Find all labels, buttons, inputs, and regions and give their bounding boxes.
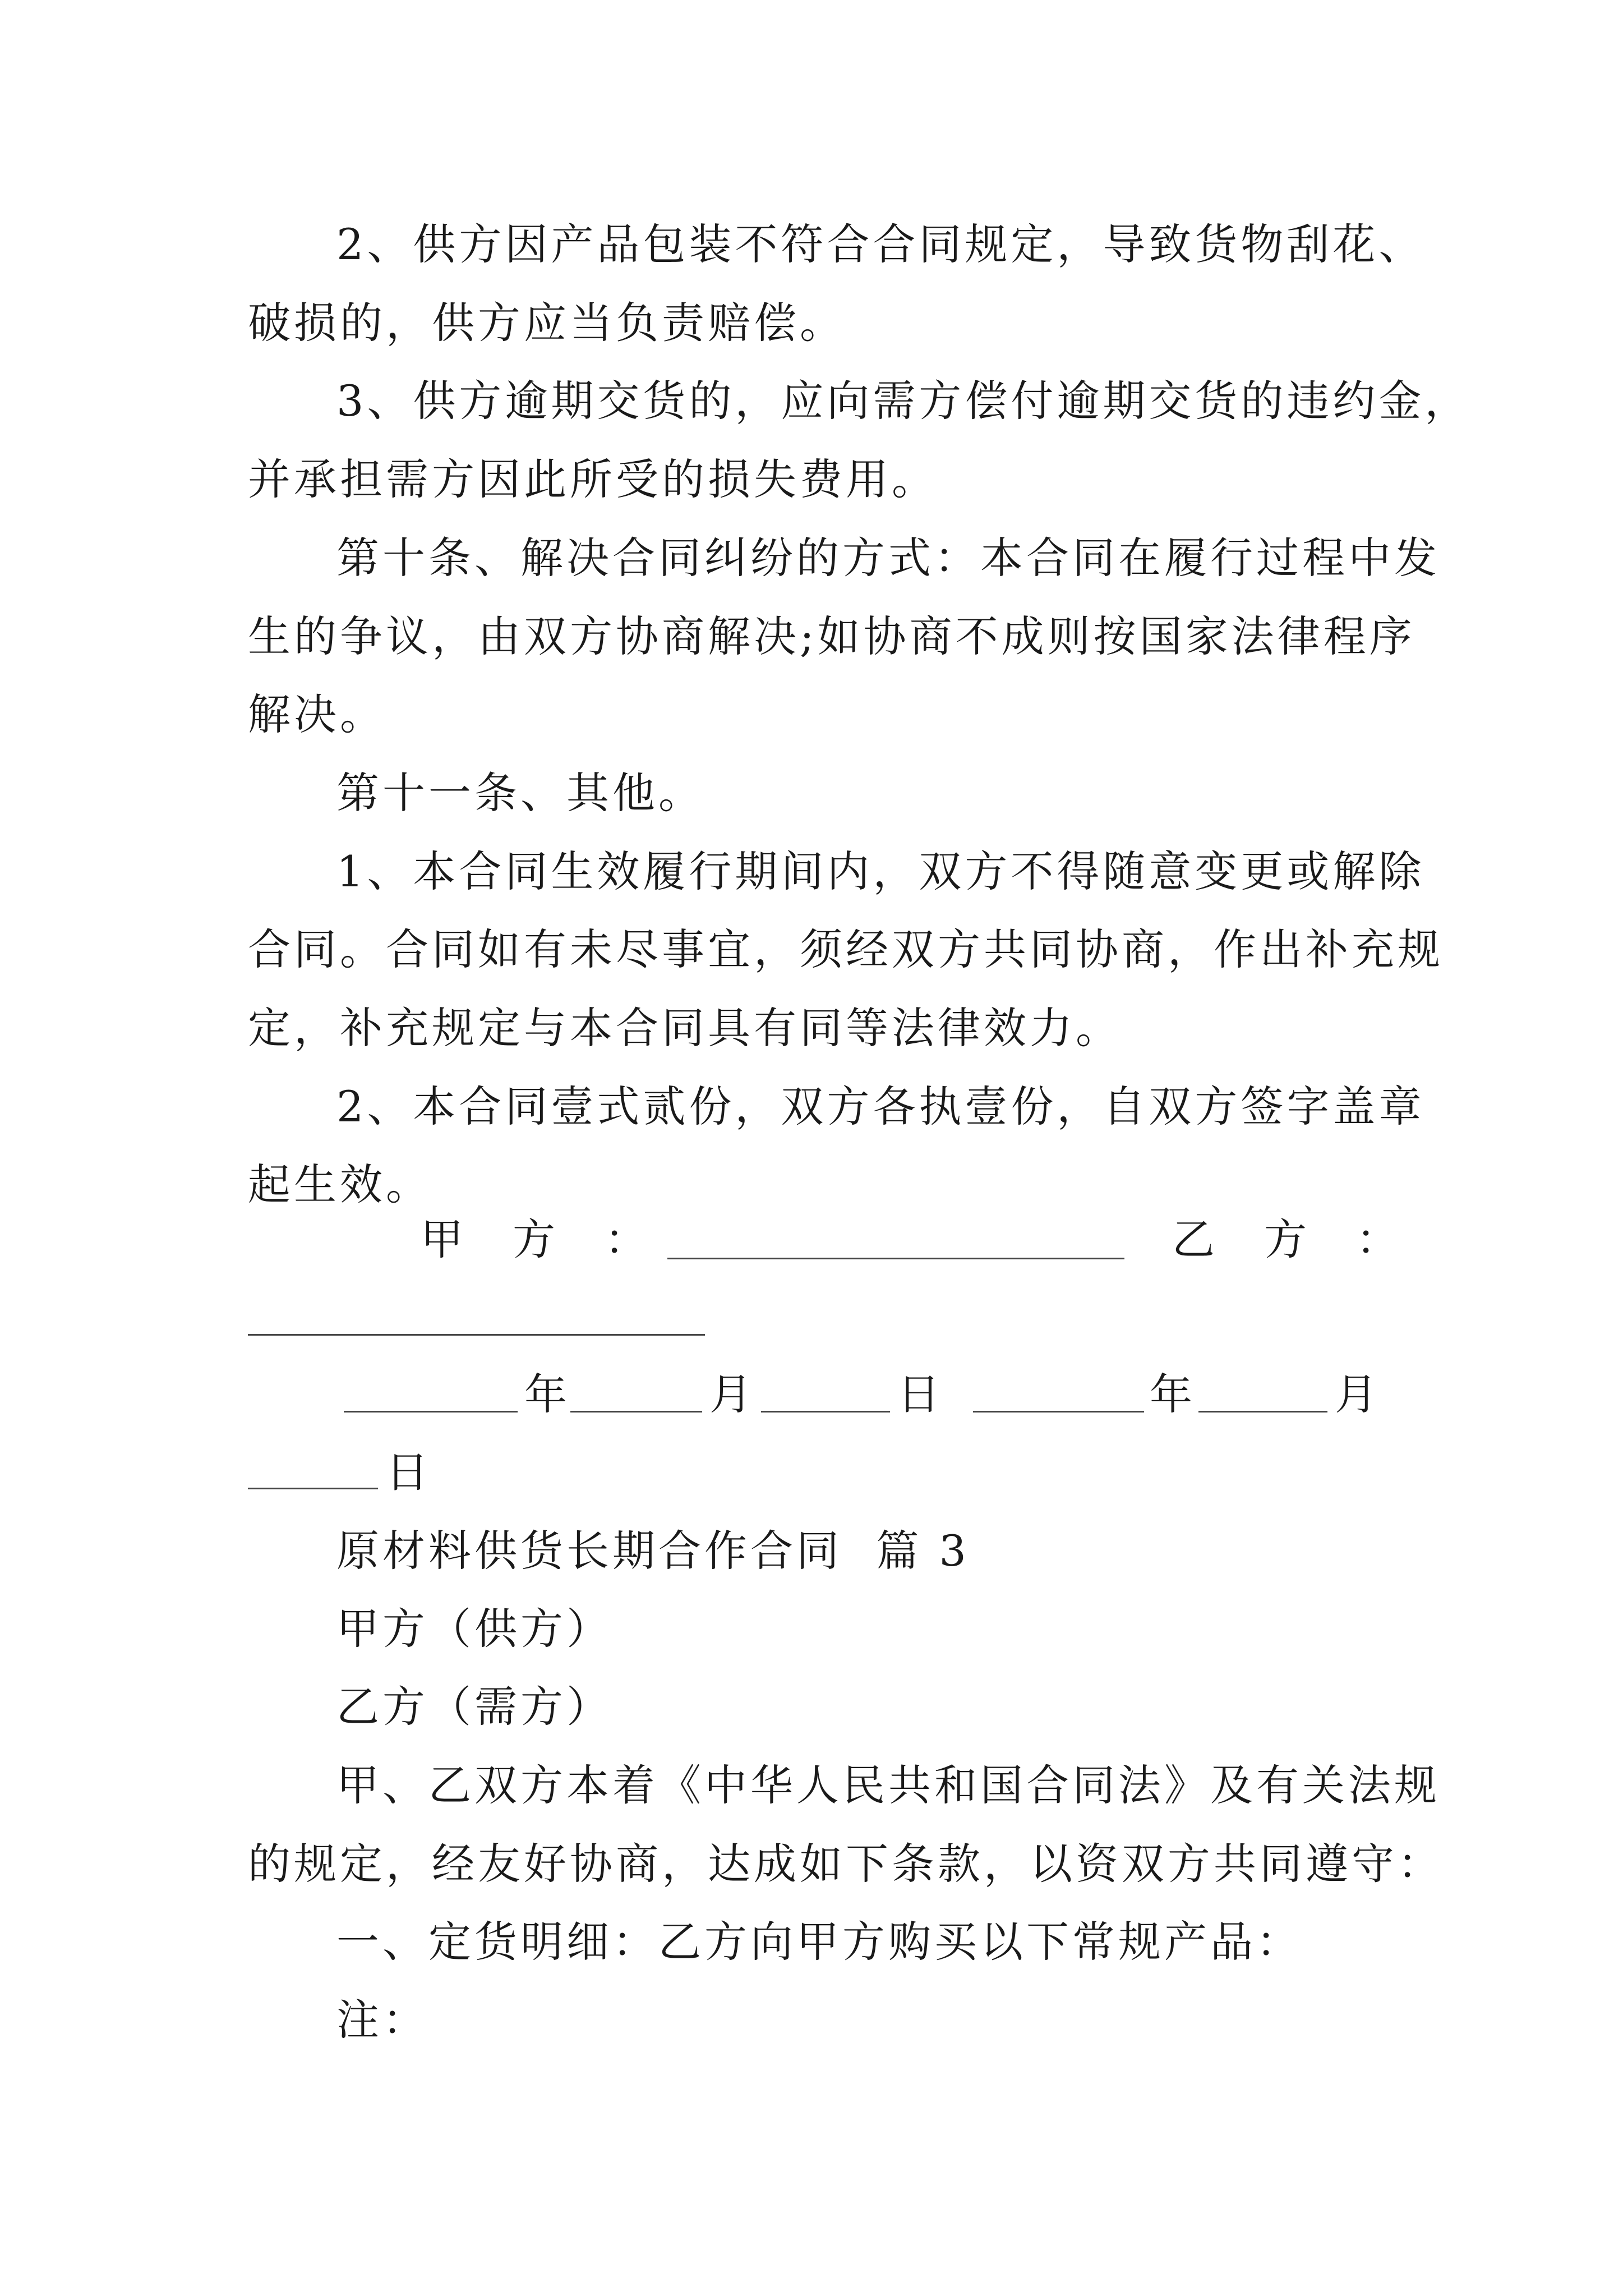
- clause11-item2-line1: 2、本合同壹式贰份，双方各执壹份，自双方签字盖章: [336, 1082, 1425, 1131]
- party-b-day-label: 日: [386, 1447, 432, 1497]
- contract3-party-a: 甲方（供方）: [336, 1604, 612, 1654]
- clause9-item3-line1: 3、供方逾期交货的，应向需方偿付逾期交货的违约金，: [336, 376, 1471, 426]
- party-b-label: 乙 方 ：: [1172, 1214, 1402, 1264]
- clause10-line1: 第十条、解决合同纠纷的方式：本合同在履行过程中发: [336, 533, 1440, 583]
- clause9-item2-line1: 2、供方因产品包装不符合合同规定，导致货物刮花、: [336, 219, 1425, 269]
- clause9-item3-line2: 并承担需方因此所受的损失费用。: [248, 454, 938, 504]
- party-b-year-label: 年: [1150, 1369, 1196, 1419]
- clause11-item2-line2: 起生效。: [248, 1159, 432, 1209]
- clause11-item1-line1: 1、本合同生效履行期间内，双方不得随意变更或解除: [336, 846, 1425, 896]
- party-b-day-blank: [248, 1488, 378, 1489]
- contract3-title: 原材料供货长期合作合同 篇 3: [336, 1526, 970, 1576]
- clause10-line2: 生的争议，由双方协商解决;如协商不成则按国家法律程序: [248, 611, 1415, 661]
- party-a-signature-line: [667, 1258, 1124, 1259]
- party-b-month-blank: [1198, 1411, 1327, 1412]
- contract3-preamble-line1: 甲、乙双方本着《中华人民共和国合同法》及有关法规: [336, 1760, 1440, 1810]
- contract3-preamble-line2: 的规定，经友好协商，达成如下条款，以资双方共同遵守：: [248, 1839, 1444, 1889]
- party-a-month-blank: [570, 1411, 702, 1412]
- clause11-item1-line2: 合同。合同如有未尽事宜，须经双方共同协商，作出补充规: [248, 924, 1444, 974]
- clause10-line3: 解决。: [248, 689, 386, 739]
- party-a-day-label: 日: [897, 1369, 943, 1419]
- party-a-year-blank: [344, 1411, 518, 1412]
- clause11-heading: 第十一条、其他。: [336, 768, 704, 818]
- contract3-clause1: 一、定货明细：乙方向甲方购买以下常规产品：: [336, 1917, 1302, 1967]
- contract3-party-b: 乙方（需方）: [336, 1682, 612, 1732]
- party-a-month-label: 月: [709, 1369, 755, 1419]
- party-b-signature-line: [248, 1334, 705, 1336]
- clause11-item1-line3: 定，补充规定与本合同具有同等法律效力。: [248, 1003, 1122, 1053]
- party-a-year-label: 年: [524, 1369, 570, 1419]
- clause9-item2-line2: 破损的，供方应当负责赔偿。: [248, 298, 846, 348]
- party-a-day-blank: [761, 1411, 890, 1412]
- party-a-label: 甲 方 ：: [421, 1214, 651, 1264]
- contract3-note: 注：: [336, 1995, 428, 2045]
- party-b-month-label: 月: [1335, 1369, 1381, 1419]
- party-b-year-blank: [973, 1411, 1144, 1412]
